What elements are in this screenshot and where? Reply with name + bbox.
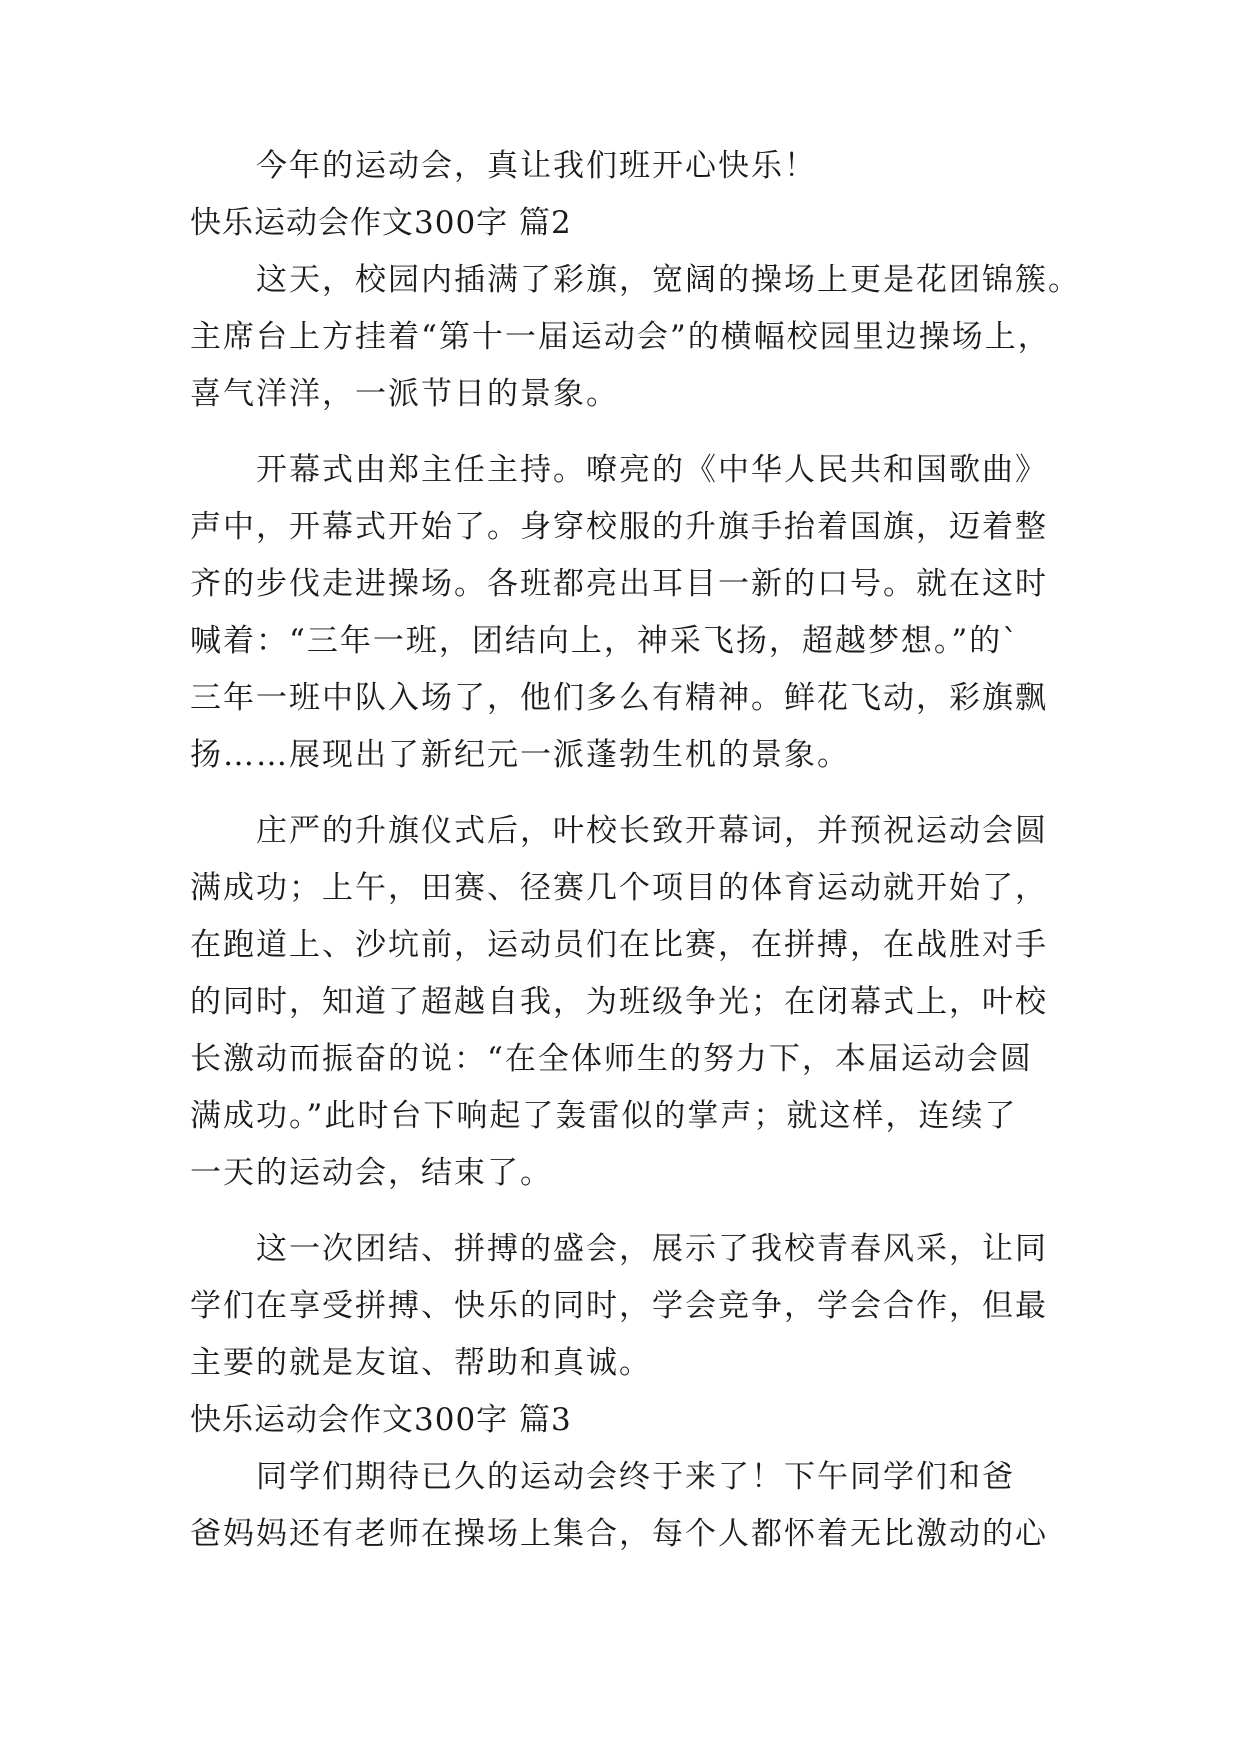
paragraph-line: 三年一班中队入场了，他们多么有精神。鲜花飞动，彩旗飘 bbox=[190, 680, 1048, 716]
essay-heading: 快乐运动会作文300字 篇3 bbox=[190, 1402, 572, 1438]
paragraph-line: 满成功。”此时台下响起了轰雷似的掌声；就这样，连续了 bbox=[190, 1098, 1018, 1134]
paragraph-line: 这天，校园内插满了彩旗，宽阔的操场上更是花团锦簇。 bbox=[190, 262, 1081, 298]
paragraph-line: 声中，开幕式开始了。身穿校服的升旗手抬着国旗，迈着整 bbox=[190, 509, 1048, 545]
paragraph-line: 在跑道上、沙坑前，运动员们在比赛，在拼搏，在战胜对手 bbox=[190, 927, 1048, 963]
paragraph-line: 齐的步伐走进操场。各班都亮出耳目一新的口号。就在这时 bbox=[190, 566, 1048, 602]
paragraph-line: 爸妈妈还有老师在操场上集合，每个人都怀着无比激动的心 bbox=[190, 1516, 1048, 1552]
paragraph-line: 主席台上方挂着“第十一届运动会”的横幅校园里边操场上， bbox=[190, 319, 1051, 355]
paragraph-line: 这一次团结、拼搏的盛会，展示了我校青春风采，让同 bbox=[190, 1231, 1048, 1267]
paragraph-line: 学们在享受拼搏、快乐的同时，学会竞争，学会合作，但最 bbox=[190, 1288, 1048, 1324]
paragraph-line: 主要的就是友谊、帮助和真诚。 bbox=[190, 1345, 652, 1381]
paragraph-line: 庄严的升旗仪式后，叶校长致开幕词，并预祝运动会圆 bbox=[190, 813, 1048, 849]
essay-heading: 快乐运动会作文300字 篇2 bbox=[190, 205, 572, 241]
paragraph-line: 扬……展现出了新纪元一派蓬勃生机的景象。 bbox=[190, 737, 850, 773]
paragraph-line: 开幕式由郑主任主持。嘹亮的《中华人民共和国歌曲》 bbox=[190, 452, 1048, 488]
paragraph-line: 喜气洋洋，一派节日的景象。 bbox=[190, 376, 619, 412]
paragraph-line: 一天的运动会，结束了。 bbox=[190, 1155, 553, 1191]
paragraph-line: 喊着：“三年一班，团结向上，神采飞扬，超越梦想。”的` bbox=[190, 623, 1020, 659]
paragraph-line: 今年的运动会，真让我们班开心快乐！ bbox=[190, 148, 817, 184]
paragraph-line: 的同时，知道了超越自我，为班级争光；在闭幕式上，叶校 bbox=[190, 984, 1048, 1020]
paragraph-line: 长激动而振奋的说：“在全体师生的努力下，本届运动会圆 bbox=[190, 1041, 1033, 1077]
paragraph-line: 满成功；上午，田赛、径赛几个项目的体育运动就开始了， bbox=[190, 870, 1048, 906]
paragraph-line: 同学们期待已久的运动会终于来了！下午同学们和爸 bbox=[190, 1459, 1015, 1495]
